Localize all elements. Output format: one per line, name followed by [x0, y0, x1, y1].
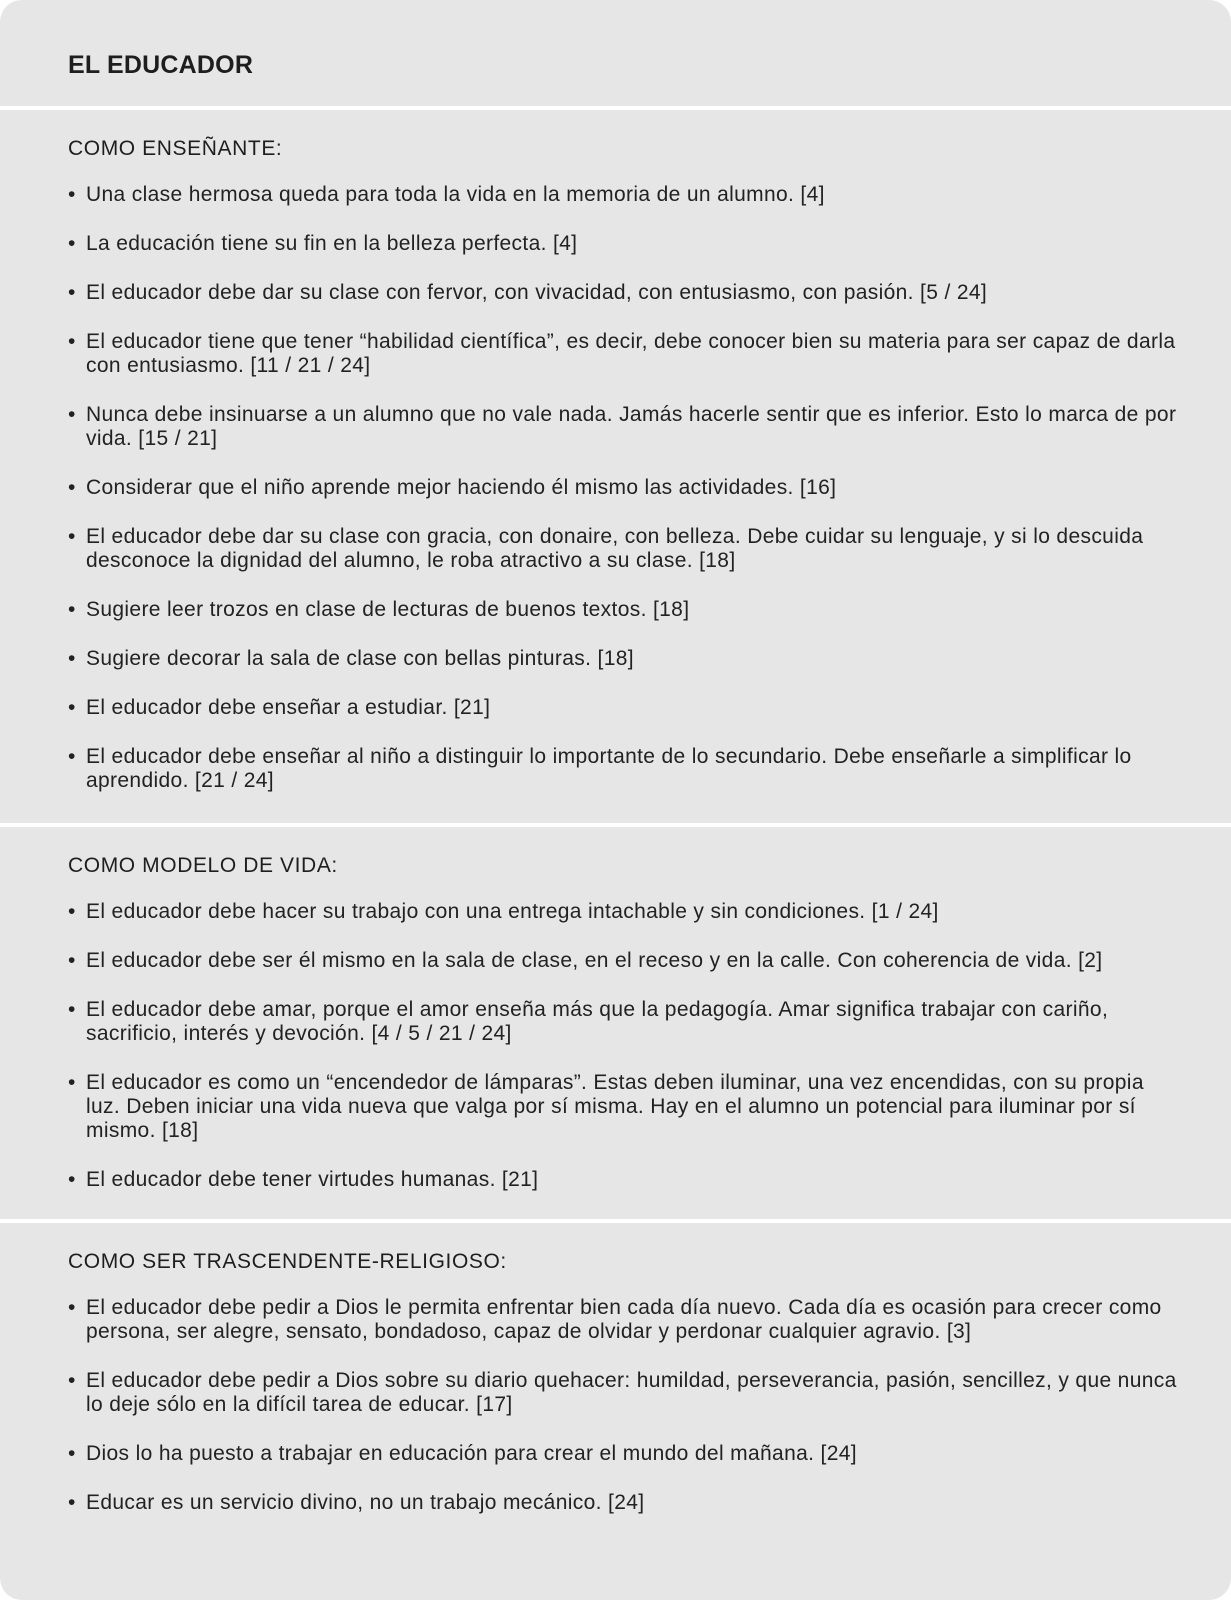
list-item: • Nunca debe insinuarse a un alumno que no vale nada. Jamás hacerle sentir que es inferior. Esto lo marca de por vida. [15 / 21]: [68, 403, 1181, 451]
page-title: EL EDUCADOR: [68, 51, 254, 79]
list-item: • El educador debe pedir a Dios le permita enfrentar bien cada día nuevo. Cada día es ocasión para crecer como persona, ser alegre, sensato, bondadoso, capaz de olvidar y perdonar cualquier agravio. [3]: [68, 1296, 1181, 1344]
list-item: • Educar es un servicio divino, no un trabajo mecánico. [24]: [68, 1491, 1181, 1515]
section-heading: COMO ENSEÑANTE:: [68, 137, 283, 160]
list-item: • El educador debe enseñar a estudiar. [21]: [68, 696, 1181, 720]
section-como-modelo-de-vida: [0, 827, 1231, 1219]
bullet-list: [68, 183, 1181, 793]
list-item: • Dios lo ha puesto a trabajar en educación para crear el mundo del mañana. [24]: [68, 1442, 1181, 1466]
list-item: • Una clase hermosa queda para toda la vida en la memoria de un alumno. [4]: [68, 183, 1181, 207]
list-item: • El educador debe tener virtudes humanas. [21]: [68, 1168, 1181, 1192]
title-panel: [0, 0, 1231, 106]
section-heading: COMO MODELO DE VIDA:: [68, 854, 338, 877]
list-item: • La educación tiene su fin en la belleza perfecta. [4]: [68, 232, 1181, 256]
list-item: • El educador debe amar, porque el amor enseña más que la pedagogía. Amar significa trabajar con cariño, sacrificio, interés y devoción. [4 / 5 / 21 / 24]: [68, 998, 1181, 1046]
list-item: • El educador tiene que tener “habilidad científica”, es decir, debe conocer bien su materia para ser capaz de darla con entusiasmo. [11 / 21 / 24]: [68, 330, 1181, 378]
list-item: • El educador es como un “encendedor de lámparas”. Estas deben iluminar, una vez encendidas, con su propia luz. Deben iniciar una vida nueva que valga por sí misma. Hay en el alumno un potencial para iluminar por sí mismo. [18]: [68, 1071, 1181, 1143]
list-item: • El educador debe ser él mismo en la sala de clase, en el receso y en la calle. Con coherencia de vida. [2]: [68, 949, 1181, 973]
section-como-ser-trascendente-religioso: [0, 1223, 1231, 1600]
list-item: • El educador debe pedir a Dios sobre su diario quehacer: humildad, perseverancia, pasión, sencillez, y que nunca lo deje sólo en la difícil tarea de educar. [17]: [68, 1369, 1181, 1417]
list-item: • Considerar que el niño aprende mejor haciendo él mismo las actividades. [16]: [68, 476, 1181, 500]
list-item: • El educador debe dar su clase con fervor, con vivacidad, con entusiasmo, con pasión. [5 / 24]: [68, 281, 1181, 305]
bullet-list: [68, 1296, 1181, 1515]
list-item: • Sugiere leer trozos en clase de lecturas de buenos textos. [18]: [68, 598, 1181, 622]
list-item: • El educador debe enseñar al niño a distinguir lo importante de lo secundario. Debe enseñarle a simplificar lo aprendido. [21 / 24]: [68, 745, 1181, 793]
list-item: • El educador debe hacer su trabajo con una entrega intachable y sin condiciones. [1 / 24]: [68, 900, 1181, 924]
list-item: • El educador debe dar su clase con gracia, con donaire, con belleza. Debe cuidar su lenguaje, y si lo descuida desconoce la dignidad del alumno, le roba atractivo a su clase. [18]: [68, 525, 1181, 573]
bullet-list: [68, 900, 1181, 1192]
section-heading: COMO SER TRASCENDENTE-RELIGIOSO:: [68, 1250, 507, 1273]
section-como-ensenante: [0, 110, 1231, 823]
list-item: • Sugiere decorar la sala de clase con bellas pinturas. [18]: [68, 647, 1181, 671]
